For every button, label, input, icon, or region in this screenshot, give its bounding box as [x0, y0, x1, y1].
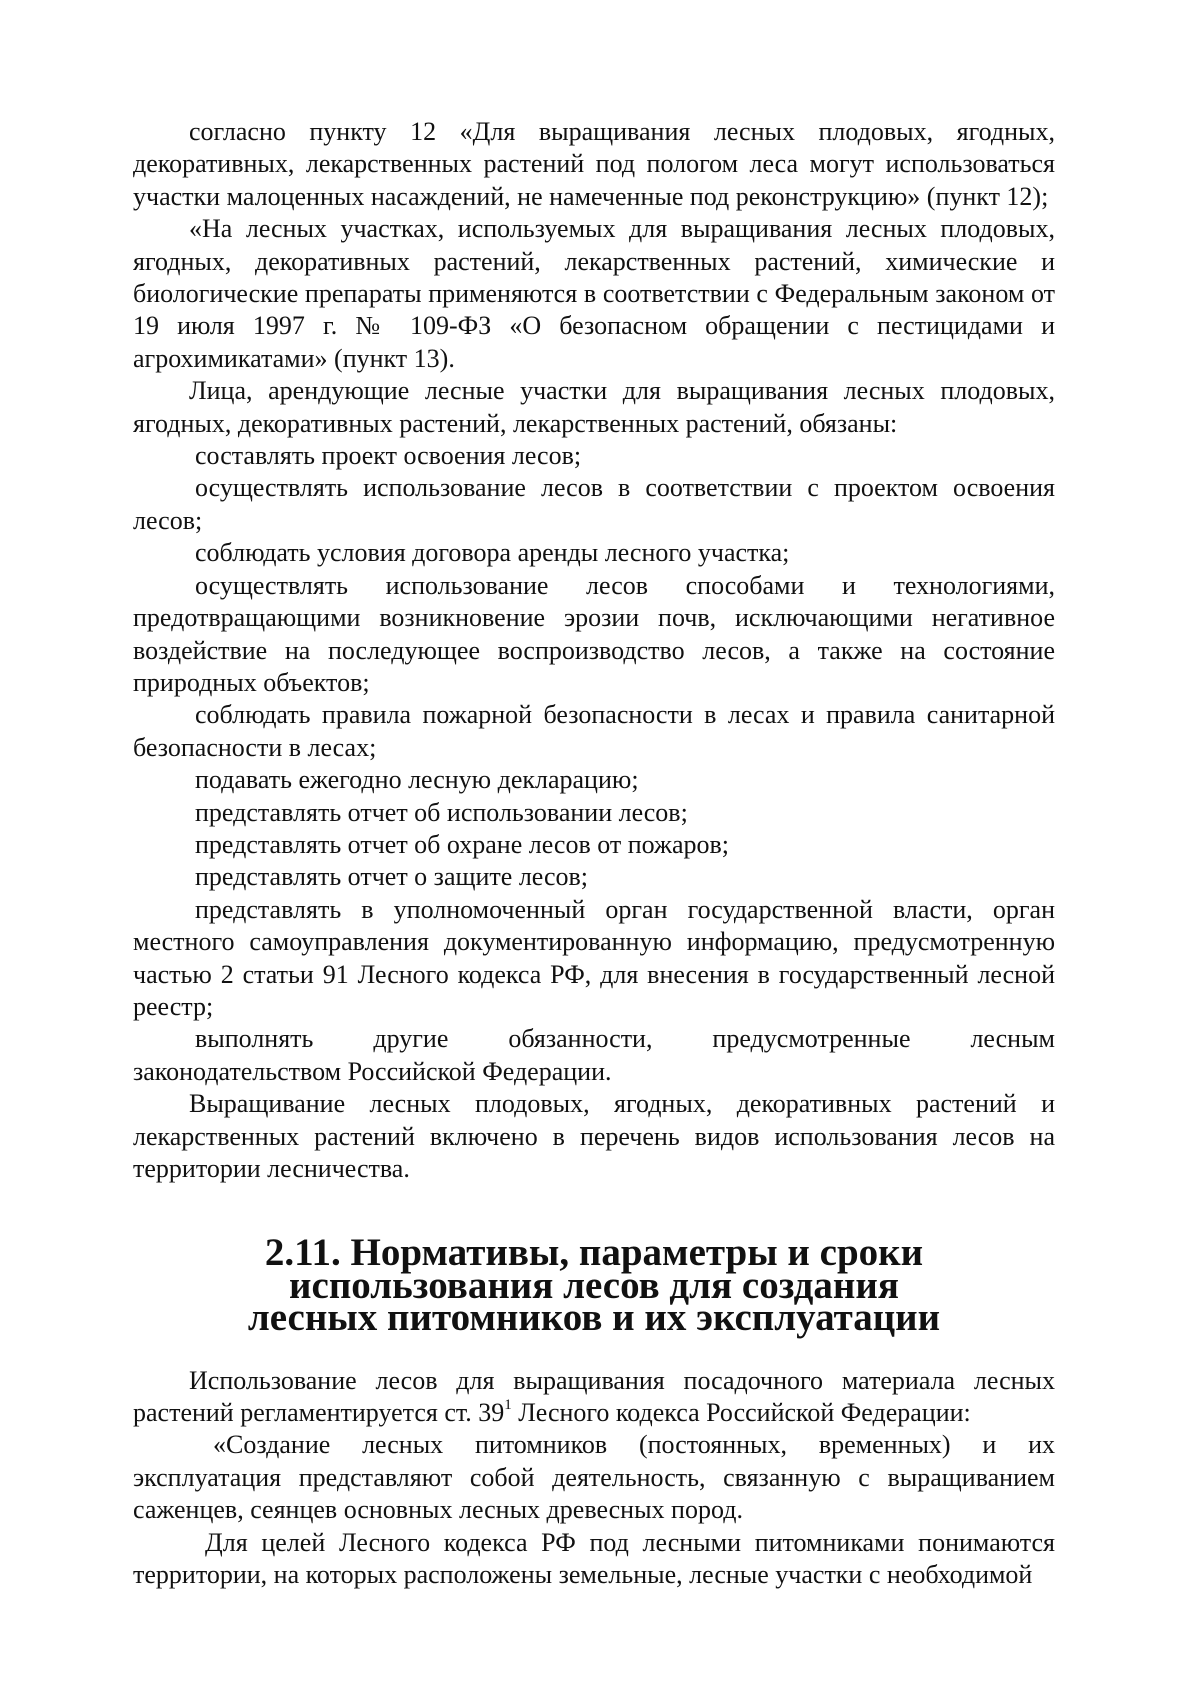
list-item: представлять отчет об охране лесов от пожаров; — [195, 829, 730, 859]
list-item: соблюдать условия договора аренды лесного участка; — [195, 538, 790, 568]
list-item: подавать ежегодно лесную декларацию; — [195, 765, 639, 795]
paragraph-text-tail: Лесного кодекса Российской Федерации: — [511, 1398, 971, 1428]
paragraph-obligations-intro: Лица, арендующие лесные участки для выращивания лесных плодовых, ягодных, декоративных растений, лекарственных растений, обязаны: — [133, 376, 1055, 438]
paragraph-point-13: «На лесных участках, используемых для выращивания лесных плодовых, ягодных, декоративных растений, лекарственных растений, химические и биологические препараты применяются в соответствии с Федеральным законом от 19 июля 1997 г. № 109-ФЗ «О безопасном обращении с пестицидами и агрохимикатами» (пункт 13). — [133, 214, 1055, 373]
section-heading-line-1: 2.11. Нормативы, параметры и сроки использования лесов для создания — [264, 1231, 924, 1307]
paragraph-text: Использование лесов для выращивания посадочного материала лесных растений регламентируется ст. 39 — [133, 1365, 1055, 1428]
list-item: осуществлять использование лесов способами и технологиями, предотвращающими возникновение эрозии почв, исключающими негативное воздействие на последующее воспроизводство лесов, а также на состояние природных объектов; — [133, 570, 1055, 697]
paragraph-point-12: согласно пункту 12 «Для выращивания лесных плодовых, ягодных, декоративных, лекарственных растений под пологом леса могут использоваться участки малоценных насаждений, не намеченные под реконструкцию» (пункт 12); — [133, 117, 1055, 211]
list-item: соблюдать правила пожарной безопасности в лесах и правила санитарной безопасности в лесах; — [133, 700, 1055, 762]
article-superscript: 1 — [504, 1397, 512, 1414]
paragraph-nursery-definition: «Создание лесных питомников (постоянных, временных) и их эксплуатация представляют собой деятельность, связанную с выращиванием саженцев, сеянцев основных лесных древесных пород. — [133, 1430, 1055, 1525]
section-heading-line-2: лесных питомников и их эксплуатации — [247, 1296, 941, 1340]
list-item: осуществлять использование лесов в соответствии с проектом освоения лесов; — [133, 473, 1055, 535]
list-item: представлять отчет об использовании лесов; — [195, 797, 688, 827]
obligations-list — [133, 440, 1055, 1088]
paragraph-closing: Выращивание лесных плодовых, ягодных, декоративных растений и лекарственных растений включено в перечень видов использования лесов на территории лесничества. — [133, 1089, 1055, 1183]
section-heading — [133, 1231, 1055, 1340]
document-page — [133, 116, 1055, 1591]
list-item: представлять отчет о защите лесов; — [195, 862, 589, 892]
list-item: представлять в уполномоченный орган государственной власти, орган местного самоуправления документированную информацию, предусмотренную частью 2 статьи 91 Лесного кодекса РФ, для внесения в государственный лесной реестр; — [133, 894, 1055, 1021]
list-item: составлять проект освоения лесов; — [195, 441, 582, 471]
list-item: выполнять другие обязанности, предусмотренные лесным законодательством Российской Федерации. — [133, 1024, 1055, 1086]
paragraph-nursery-territory: Для целей Лесного кодекса РФ под лесными питомниками понимаются территории, на которых расположены земельные, лесные участки с необходимой — [133, 1527, 1055, 1590]
paragraph-nursery-regulation — [133, 1365, 1055, 1430]
